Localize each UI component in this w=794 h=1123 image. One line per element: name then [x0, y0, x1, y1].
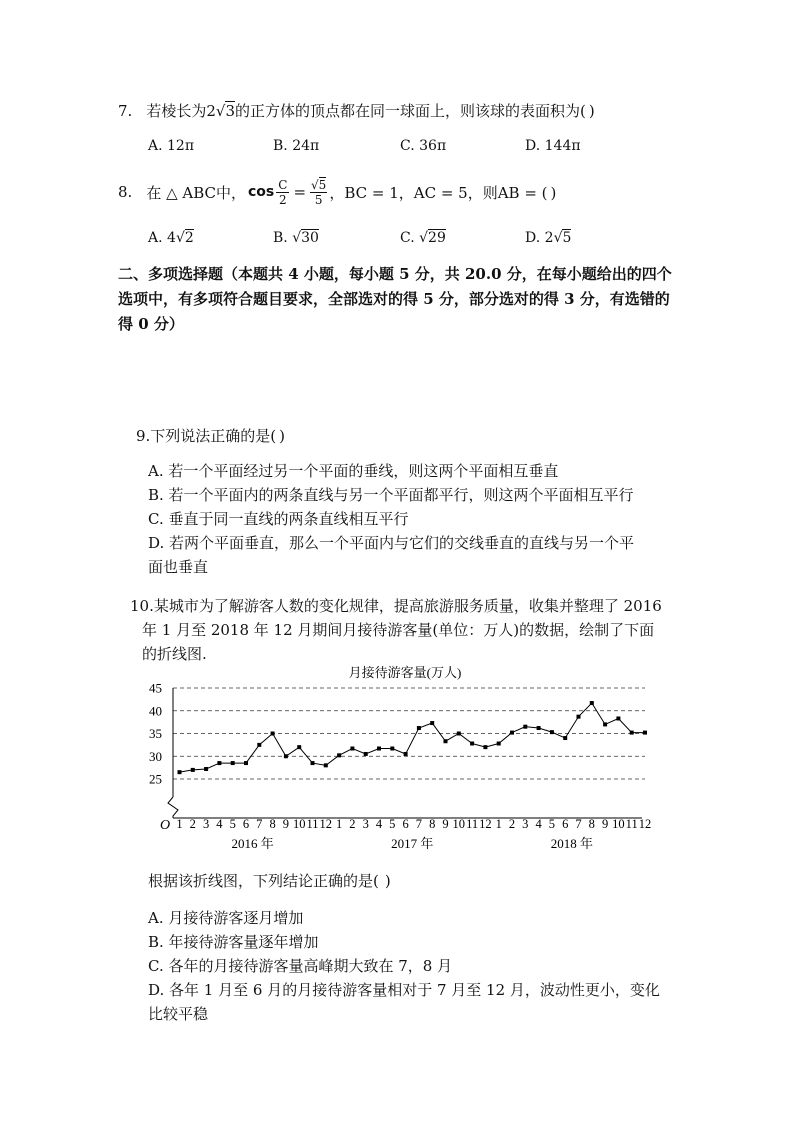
data-point	[497, 742, 501, 746]
x-tick-label: 7	[256, 817, 263, 831]
series-line	[180, 703, 646, 772]
x-tick-label: 4	[216, 817, 223, 831]
data-point	[271, 732, 275, 736]
chart-grid	[173, 688, 645, 779]
q7-coef: 2	[206, 102, 216, 120]
y-tick-label: 35	[149, 726, 162, 741]
q9-option-a[interactable]: A. 若一个平面经过另一个平面的垂线，则这两个平面相互垂直	[148, 462, 559, 480]
q7-radicand: 3	[225, 102, 235, 120]
data-point	[350, 747, 354, 751]
q9-stem: 9.下列说法正确的是( )	[136, 427, 286, 445]
data-point	[537, 726, 541, 730]
x-tick-label: 12	[479, 817, 492, 831]
x-tick-label: 3	[522, 817, 529, 831]
x-tick-label: 5	[229, 817, 236, 831]
data-point	[311, 761, 315, 765]
chart-title: 月接待游客量(万人)	[348, 665, 462, 680]
q10-option-a[interactable]: A. 月接待游客逐月增加	[148, 909, 304, 927]
x-tick-label: 6	[562, 817, 569, 831]
x-tick-label: 10	[612, 817, 625, 831]
q9-option-b[interactable]: B. 若一个平面内的两条直线与另一个平面都平行，则这两个平面相互平行	[148, 486, 634, 504]
x-tick-label: 2	[189, 817, 196, 831]
x-tick-label: 5	[389, 817, 396, 831]
data-point	[430, 721, 434, 725]
data-point	[563, 736, 567, 740]
chart-year-labels	[232, 836, 593, 851]
x-tick-label: 3	[202, 817, 210, 831]
q8-stem-pre: 在 △ ABC中，	[146, 183, 246, 202]
data-point	[217, 761, 221, 765]
data-point	[523, 725, 527, 729]
data-point	[616, 716, 620, 720]
data-point	[337, 753, 341, 757]
x-tick-label: 4	[535, 817, 542, 831]
x-tick-label: 12	[319, 817, 333, 831]
x-tick-label: 5	[548, 817, 556, 831]
x-tick-label: 9	[442, 817, 449, 831]
x-tick-label: 10	[292, 817, 306, 831]
data-point	[590, 701, 594, 705]
q8-option-c[interactable]: C. √29	[400, 230, 446, 246]
x-tick-label: 1	[176, 817, 183, 831]
q10-stem-line-1: 10.某城市为了解游客人数的变化规律，提高旅游服务质量，收集并整理了 2016	[130, 597, 662, 615]
x-tick-label: 8	[269, 817, 276, 831]
data-point	[404, 752, 408, 756]
data-point	[364, 752, 368, 756]
data-point	[178, 770, 182, 774]
x-tick-label: 2	[508, 817, 516, 831]
y-tick-label: 25	[149, 771, 162, 787]
x-tick-label: 6	[402, 817, 409, 831]
q7-stem-post: 的正方体的顶点都在同一球面上，则该球的表面积为( )	[234, 102, 595, 120]
data-point	[457, 732, 461, 736]
q8-fraction-sqrt5-5: $\frac{√5}{5}$	[311, 177, 327, 207]
data-point	[577, 715, 581, 719]
x-tick-label: 8	[429, 817, 436, 831]
x-tick-label: 3	[362, 817, 369, 831]
x-tick-label: 7	[575, 817, 582, 831]
x-tick-label: 9	[601, 817, 609, 831]
q7-stem-pre: 若棱长为	[146, 102, 207, 120]
chart-y-ticks	[149, 681, 162, 787]
q8-stem: 8. 在 △ ABC中， cos $\frac{C}{2}$ = $\frac{√5}{5}$ ，BC = 1，AC = 5，则AB = ( )	[118, 177, 557, 207]
data-point	[444, 739, 448, 743]
q8-number: 8.	[118, 183, 133, 201]
q9-option-d[interactable]: D. 若两个平面垂直，那么一个平面内与它们的交线垂直的直线与另一个平	[148, 534, 635, 552]
x-tick-label: 11	[306, 817, 319, 831]
q10-option-b[interactable]: B. 年接待游客量逐年增加	[148, 933, 319, 951]
origin-label: O	[160, 818, 171, 833]
q7-option-b[interactable]: B. 24π	[273, 138, 320, 154]
q10-option-c[interactable]: C. 各年的月接待游客量高峰期大致在 7，8 月	[148, 957, 453, 975]
x-tick-label: 12	[638, 817, 652, 831]
q9-option-d-cont: 面也垂直	[148, 558, 209, 576]
section-heading-multiple-choice: 二、多项选择题（本题共 4 小题，每小题 5 分，共 20.0 分，在每小题给出的四个选项中，有多项符合题目要求，全部选对的得 5 分，部分选对的得 3 分，有选错的得 0 分）	[118, 265, 672, 333]
data-point	[297, 745, 301, 749]
x-tick-label: 7	[415, 817, 423, 831]
y-axis-break	[168, 797, 178, 818]
y-tick-label: 40	[149, 703, 162, 719]
q8-stem-post: ，BC = 1，AC = 5，则AB = ( )	[329, 183, 557, 202]
data-point	[377, 747, 381, 751]
data-point	[204, 767, 208, 771]
data-point	[324, 763, 328, 767]
y-tick-label: 30	[149, 748, 162, 764]
q7-stem: 7. 若棱长为2√3的正方体的顶点都在同一球面上，则该球的表面积为( )	[118, 102, 595, 120]
data-point	[483, 745, 487, 749]
x-tick-label: 9	[282, 817, 290, 831]
q7-option-d[interactable]: D. 144π	[525, 138, 581, 154]
y-tick-label: 45	[149, 680, 162, 696]
data-point	[510, 731, 514, 735]
q10-stem-line-3: 的折线图.	[142, 645, 207, 663]
data-point	[550, 730, 554, 734]
data-point	[417, 726, 421, 730]
q9-option-c[interactable]: C. 垂直于同一直线的两条直线相互平行	[148, 510, 409, 528]
data-point	[284, 754, 288, 758]
year-label: 2018 年	[550, 836, 593, 851]
chart-x-ticks	[176, 817, 651, 831]
year-label: 2016 年	[231, 836, 274, 851]
q8-option-d[interactable]: D. 2√5	[525, 230, 572, 246]
q8-cos: cos	[248, 184, 275, 200]
x-tick-label: 6	[242, 817, 250, 831]
q10-stem-line-2: 年 1 月至 2018 年 12 月期间月接待游客量(单位：万人)的数据，绘制了下面	[142, 621, 655, 639]
q10-option-d[interactable]: D. 各年 1 月至 6 月的月接待游客量相对于 7 月至 12 月，波动性更小，变化	[148, 981, 660, 999]
q8-option-a[interactable]: A. 4√2	[148, 230, 194, 246]
q8-fraction-c2: $\frac{C}{2}$	[278, 177, 288, 207]
data-point	[231, 761, 235, 765]
visitor-line-chart	[140, 660, 660, 860]
data-point	[643, 731, 647, 735]
x-tick-label: 11	[625, 817, 638, 831]
year-label: 2017 年	[391, 836, 434, 851]
x-tick-label: 4	[375, 817, 383, 831]
q10-prompt: 根据该折线图，下列结论正确的是( )	[148, 872, 391, 890]
x-tick-label: 2	[349, 817, 356, 831]
x-tick-label: 11	[466, 817, 479, 831]
data-point	[603, 722, 607, 726]
x-tick-label: 1	[335, 817, 343, 831]
x-tick-label: 8	[588, 817, 595, 831]
data-point	[191, 768, 195, 772]
q7-option-c[interactable]: C. 36π	[400, 138, 447, 154]
data-point	[244, 761, 248, 765]
q7-number: 7.	[118, 102, 133, 120]
x-tick-label: 10	[452, 817, 466, 831]
data-point	[630, 731, 634, 735]
x-tick-label: 1	[495, 817, 502, 831]
data-point	[390, 747, 394, 751]
series-points	[178, 701, 648, 774]
data-point	[470, 742, 474, 746]
q10-option-d-cont: 比较平稳	[148, 1005, 209, 1023]
q7-option-a[interactable]: A. 12π	[148, 138, 195, 154]
q8-option-b[interactable]: B. √30	[273, 230, 319, 246]
data-point	[257, 743, 261, 747]
